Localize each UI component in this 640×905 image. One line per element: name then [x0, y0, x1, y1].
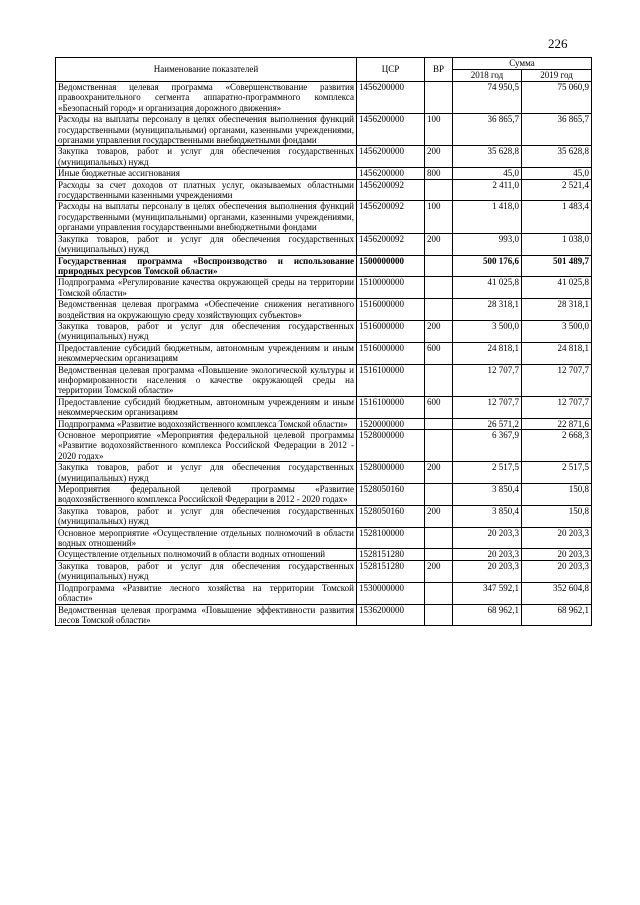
row-vr	[425, 277, 453, 299]
row-vr: 100	[425, 114, 453, 146]
row-name: Мероприятия федеральной целевой программы «Развитие водохозяйственного комплекса Российской Федерации в 2012 - 2020 годах»	[56, 484, 357, 506]
table-row	[56, 114, 592, 146]
row-sum-2019: 3 500,0	[522, 320, 592, 342]
row-sum-2019: 75 060,9	[522, 82, 592, 114]
table-row	[56, 146, 592, 168]
row-csr: 1456200092	[357, 201, 425, 233]
row-csr: 1528151280	[357, 549, 425, 560]
row-vr	[425, 484, 453, 506]
row-sum-2019: 2 668,3	[522, 430, 592, 462]
row-name: Закупка товаров, работ и услуг для обеспечения государственных (муниципальных) нужд	[56, 560, 357, 582]
row-sum-2018: 41 025,8	[453, 277, 522, 299]
row-name: Государственная программа «Воспроизводство и использование природных ресурсов Томской области»	[56, 255, 357, 277]
row-csr: 1528000000	[357, 462, 425, 484]
table-row	[56, 582, 592, 604]
row-csr: 1456200092	[357, 179, 425, 201]
row-vr: 200	[425, 462, 453, 484]
row-csr: 1456200000	[357, 114, 425, 146]
row-sum-2019: 2 521,4	[522, 179, 592, 201]
row-sum-2019: 1 483,4	[522, 201, 592, 233]
table-header	[56, 58, 592, 82]
row-sum-2018: 74 950,5	[453, 82, 522, 114]
row-csr: 1516000000	[357, 320, 425, 342]
row-name: Ведомственная целевая программа «Совершенствование развития правоохранительного сегмента аппаратно-программного комплекса «Безопасный город» и организация дорожного движения»	[56, 82, 357, 114]
row-csr: 1500000000	[357, 255, 425, 277]
row-vr: 200	[425, 233, 453, 255]
row-csr: 1456200000	[357, 82, 425, 114]
table-row	[56, 549, 592, 560]
row-vr: 200	[425, 505, 453, 527]
row-sum-2019: 24 818,1	[522, 342, 592, 364]
row-sum-2019: 28 318,1	[522, 299, 592, 321]
table-row	[56, 299, 592, 321]
row-sum-2019: 352 604,8	[522, 582, 592, 604]
row-csr: 1456200000	[357, 168, 425, 179]
header-vr: ВР	[425, 58, 453, 82]
row-sum-2018: 28 318,1	[453, 299, 522, 321]
table-row	[56, 255, 592, 277]
row-csr: 1536200000	[357, 604, 425, 626]
row-sum-2018: 6 367,9	[453, 430, 522, 462]
row-csr: 1528151280	[357, 560, 425, 582]
row-sum-2018: 12 707,7	[453, 364, 522, 396]
row-sum-2018: 3 500,0	[453, 320, 522, 342]
row-vr	[425, 82, 453, 114]
row-vr	[425, 430, 453, 462]
row-sum-2018: 20 203,3	[453, 549, 522, 560]
row-vr: 800	[425, 168, 453, 179]
row-name: Закупка товаров, работ и услуг для обеспечения государственных (муниципальных) нужд	[56, 146, 357, 168]
table-row	[56, 430, 592, 462]
row-name: Предоставление субсидий бюджетным, автономным учреждениям и иным некоммерческим организациям	[56, 342, 357, 364]
row-csr: 1510000000	[357, 277, 425, 299]
page-number: 226	[548, 36, 568, 51]
row-sum-2018: 3 850,4	[453, 505, 522, 527]
row-name: Предоставление субсидий бюджетным, автономным учреждениям и иным некоммерческим организациям	[56, 396, 357, 418]
row-name: Закупка товаров, работ и услуг для обеспечения государственных (муниципальных) нужд	[56, 505, 357, 527]
row-vr	[425, 418, 453, 429]
row-sum-2018: 500 176,6	[453, 255, 522, 277]
row-sum-2019: 1 038,0	[522, 233, 592, 255]
row-name: Закупка товаров, работ и услуг для обеспечения государственных (муниципальных) нужд	[56, 462, 357, 484]
row-sum-2019: 35 628,8	[522, 146, 592, 168]
row-sum-2019: 20 203,3	[522, 560, 592, 582]
row-name: Ведомственная целевая программа «Повышение экологической культуры и информированности населения о качестве окружающей среды на территории Томской области»	[56, 364, 357, 396]
row-sum-2019: 36 865,7	[522, 114, 592, 146]
row-sum-2018: 347 592,1	[453, 582, 522, 604]
row-sum-2018: 1 418,0	[453, 201, 522, 233]
row-sum-2019: 45,0	[522, 168, 592, 179]
row-vr	[425, 549, 453, 560]
table-row	[56, 168, 592, 179]
row-csr: 1516100000	[357, 396, 425, 418]
row-csr: 1528100000	[357, 527, 425, 549]
row-name: Закупка товаров, работ и услуг для обеспечения государственных (муниципальных) нужд	[56, 320, 357, 342]
row-sum-2018: 45,0	[453, 168, 522, 179]
row-name: Основное мероприятие «Мероприятия федеральной целевой программы «Развитие водохозяйственного комплекса Российской Федерации в 2012 - 2020 годах»	[56, 430, 357, 462]
table-body	[56, 82, 592, 626]
row-sum-2018: 20 203,3	[453, 560, 522, 582]
row-name: Иные бюджетные ассигнования	[56, 168, 357, 179]
row-csr: 1456200000	[357, 146, 425, 168]
row-sum-2018: 36 865,7	[453, 114, 522, 146]
row-sum-2019: 20 203,3	[522, 527, 592, 549]
row-vr: 200	[425, 146, 453, 168]
row-csr: 1528050160	[357, 484, 425, 506]
row-sum-2019: 2 517,5	[522, 462, 592, 484]
row-name: Подпрограмма «Развитие лесного хозяйства на территории Томской области»	[56, 582, 357, 604]
row-csr: 1528000000	[357, 430, 425, 462]
table-row	[56, 179, 592, 201]
table-row	[56, 364, 592, 396]
row-name: Подпрограмма «Регулирование качества окружающей среды на территории Томской области»	[56, 277, 357, 299]
table-row	[56, 527, 592, 549]
row-csr: 1528050160	[357, 505, 425, 527]
row-name: Расходы на выплаты персоналу в целях обеспечения выполнения функций государственными (муниципальными) органами, казенными учреждениями, органами управления государственными внебюджетными фондами	[56, 114, 357, 146]
row-name: Закупка товаров, работ и услуг для обеспечения государственных (муниципальных) нужд	[56, 233, 357, 255]
table-row	[56, 560, 592, 582]
table-row	[56, 604, 592, 626]
table-row	[56, 396, 592, 418]
row-csr: 1530000000	[357, 582, 425, 604]
table-row	[56, 277, 592, 299]
row-sum-2018: 12 707,7	[453, 396, 522, 418]
row-csr: 1516100000	[357, 364, 425, 396]
table-row	[56, 462, 592, 484]
row-vr	[425, 299, 453, 321]
row-csr: 1516000000	[357, 342, 425, 364]
row-sum-2018: 3 850,4	[453, 484, 522, 506]
table-row	[56, 484, 592, 506]
row-sum-2018: 35 628,8	[453, 146, 522, 168]
table-row	[56, 233, 592, 255]
row-sum-2018: 2 517,5	[453, 462, 522, 484]
table-row	[56, 505, 592, 527]
table-row	[56, 82, 592, 114]
header-sum: Сумма	[453, 58, 592, 70]
header-year-2018: 2018 год	[453, 70, 522, 82]
row-sum-2018: 24 818,1	[453, 342, 522, 364]
header-csr: ЦСР	[357, 58, 425, 82]
row-vr	[425, 364, 453, 396]
row-vr: 200	[425, 560, 453, 582]
row-sum-2019: 68 962,1	[522, 604, 592, 626]
row-sum-2019: 22 871,6	[522, 418, 592, 429]
table-row	[56, 342, 592, 364]
row-vr	[425, 179, 453, 201]
header-name: Наименование показателей	[56, 58, 357, 82]
table-row	[56, 320, 592, 342]
row-vr	[425, 604, 453, 626]
row-name: Ведомственная целевая программа «Повышение эффективности развития лесов Томской области»	[56, 604, 357, 626]
row-vr: 600	[425, 342, 453, 364]
row-sum-2018: 993,0	[453, 233, 522, 255]
row-vr: 200	[425, 320, 453, 342]
row-sum-2018: 68 962,1	[453, 604, 522, 626]
row-sum-2018: 26 571,2	[453, 418, 522, 429]
row-csr: 1516000000	[357, 299, 425, 321]
row-csr: 1520000000	[357, 418, 425, 429]
table-row	[56, 418, 592, 429]
row-vr: 100	[425, 201, 453, 233]
header-year-2019: 2019 год	[522, 70, 592, 82]
row-sum-2019: 501 489,7	[522, 255, 592, 277]
row-sum-2018: 2 411,0	[453, 179, 522, 201]
row-sum-2019: 150,8	[522, 505, 592, 527]
row-vr	[425, 255, 453, 277]
row-sum-2019: 12 707,7	[522, 396, 592, 418]
row-name: Осуществление отдельных полномочий в области водных отношений	[56, 549, 357, 560]
row-name: Расходы за счет доходов от платных услуг, оказываемых областными государственными казенными учреждениями	[56, 179, 357, 201]
row-sum-2019: 12 707,7	[522, 364, 592, 396]
row-vr	[425, 582, 453, 604]
row-sum-2018: 20 203,3	[453, 527, 522, 549]
table-row	[56, 201, 592, 233]
row-sum-2019: 150,8	[522, 484, 592, 506]
row-name: Ведомственная целевая программа «Обеспечение снижения негативного воздействия на окружающую среду хозяйствующих субъектов»	[56, 299, 357, 321]
row-sum-2019: 41 025,8	[522, 277, 592, 299]
row-vr: 600	[425, 396, 453, 418]
row-sum-2019: 20 203,3	[522, 549, 592, 560]
row-name: Основное мероприятие «Осуществление отдельных полномочий в области водных отношений»	[56, 527, 357, 549]
row-csr: 1456200092	[357, 233, 425, 255]
row-name: Подпрограмма «Развитие водохозяйственного комплекса Томской области»	[56, 418, 357, 429]
budget-table	[55, 57, 592, 626]
row-vr	[425, 527, 453, 549]
row-name: Расходы на выплаты персоналу в целях обеспечения выполнения функций государственными (муниципальными) органами, казенными учреждениями, органами управления государственными внебюджетными фондами	[56, 201, 357, 233]
